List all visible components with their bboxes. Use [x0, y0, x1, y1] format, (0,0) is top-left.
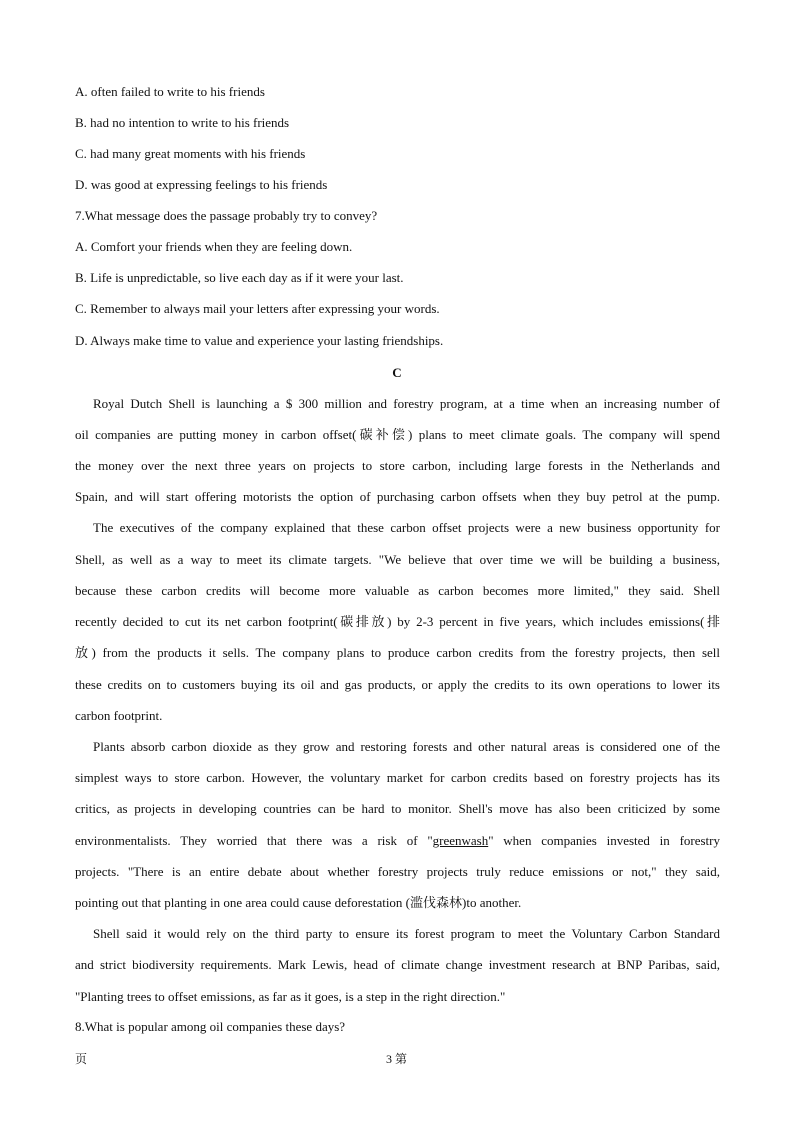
page-number: 3 第 [386, 1052, 408, 1066]
paragraph-line: Shell said it would rely on the third party to ensure its forest program to meet the Voluntary Carbon Standard [93, 926, 720, 941]
q6-option-c: C. had many great moments with his friends [75, 146, 306, 161]
paragraph-text: " when companies invested in forestry [488, 833, 720, 848]
q6-option-b: B. had no intention to write to his friends [75, 115, 290, 130]
q7-option-b: B. Life is unpredictable, so live each day as if it were your last. [75, 270, 404, 285]
paragraph-line: Plants absorb carbon dioxide as they grow and restoring forests and other natural areas is considered one of the [93, 739, 720, 754]
paragraph-line: projects. "There is an entire debate about whether forestry projects truly reduce emissions or not," they said, [75, 864, 720, 879]
q7-option-c: C. Remember to always mail your letters after expressing your words. [75, 301, 440, 316]
paragraph-line: oil companies are putting money in carbon offset(碳补偿) plans to meet climate goals. The company will spend [75, 427, 720, 442]
underlined-term-greenwash: greenwash [432, 833, 489, 848]
q7-question: 7.What message does the passage probably try to convey? [75, 208, 378, 223]
q6-option-a: A. often failed to write to his friends [75, 84, 265, 99]
paragraph-line: Spain, and will start offering motorists the option of purchasing carbon offsets when they buy petrol at the pump. [75, 489, 720, 504]
paragraph-line: critics, as projects in developing countries can be hard to monitor. Shell's move has also been criticized by some [75, 801, 720, 816]
paragraph-line: these credits on to customers buying its oil and gas products, or apply the credits to its own operations to lower its [75, 677, 720, 692]
paragraph-line: and strict biodiversity requirements. Mark Lewis, head of climate change investment research at BNP Paribas, said, [75, 957, 720, 972]
paragraph-line: recently decided to cut its net carbon footprint(碳排放) by 2-3 percent in five years, which includes emissions(排 [75, 614, 720, 629]
paragraph-text: environmentalists. They worried that there was a risk of " [75, 833, 433, 848]
q7-option-d: D. Always make time to value and experience your lasting friendships. [75, 333, 444, 348]
paragraph-line: 放) from the products it sells. The company plans to produce carbon credits from the forestry projects, then sell [75, 645, 720, 660]
paragraph-line: Shell, as well as a way to meet its climate targets. "We believe that over time we will be building a business, [75, 552, 720, 567]
q7-option-a: A. Comfort your friends when they are feeling down. [75, 239, 353, 254]
footer-left-label: 页 [75, 1052, 88, 1066]
q6-option-d: D. was good at expressing feelings to his friends [75, 177, 328, 192]
section-heading-c: C [392, 365, 402, 380]
paragraph-line: pointing out that planting in one area could cause deforestation (滥伐森林)to another. [75, 895, 522, 910]
paragraph-line [75, 833, 720, 849]
paragraph-line: The executives of the company explained that these carbon offset projects were a new business opportunity for [93, 520, 720, 535]
paragraph-line: "Planting trees to offset emissions, as far as it goes, is a step in the right direction." [75, 989, 506, 1004]
paragraph-line: simplest ways to store carbon. However, the voluntary market for carbon credits based on forestry projects has its [75, 770, 720, 785]
paragraph-line: the money over the next three years on projects to store carbon, including large forests in the Netherlands and [75, 458, 720, 473]
paragraph-line: because these carbon credits will become more valuable as carbon becomes more limited," they said. Shell [75, 583, 720, 598]
paragraph-line: Royal Dutch Shell is launching a $ 300 million and forestry program, at a time when an increasing number of [93, 396, 720, 411]
q8-question: 8.What is popular among oil companies these days? [75, 1019, 346, 1034]
paragraph-line: carbon footprint. [75, 708, 163, 723]
